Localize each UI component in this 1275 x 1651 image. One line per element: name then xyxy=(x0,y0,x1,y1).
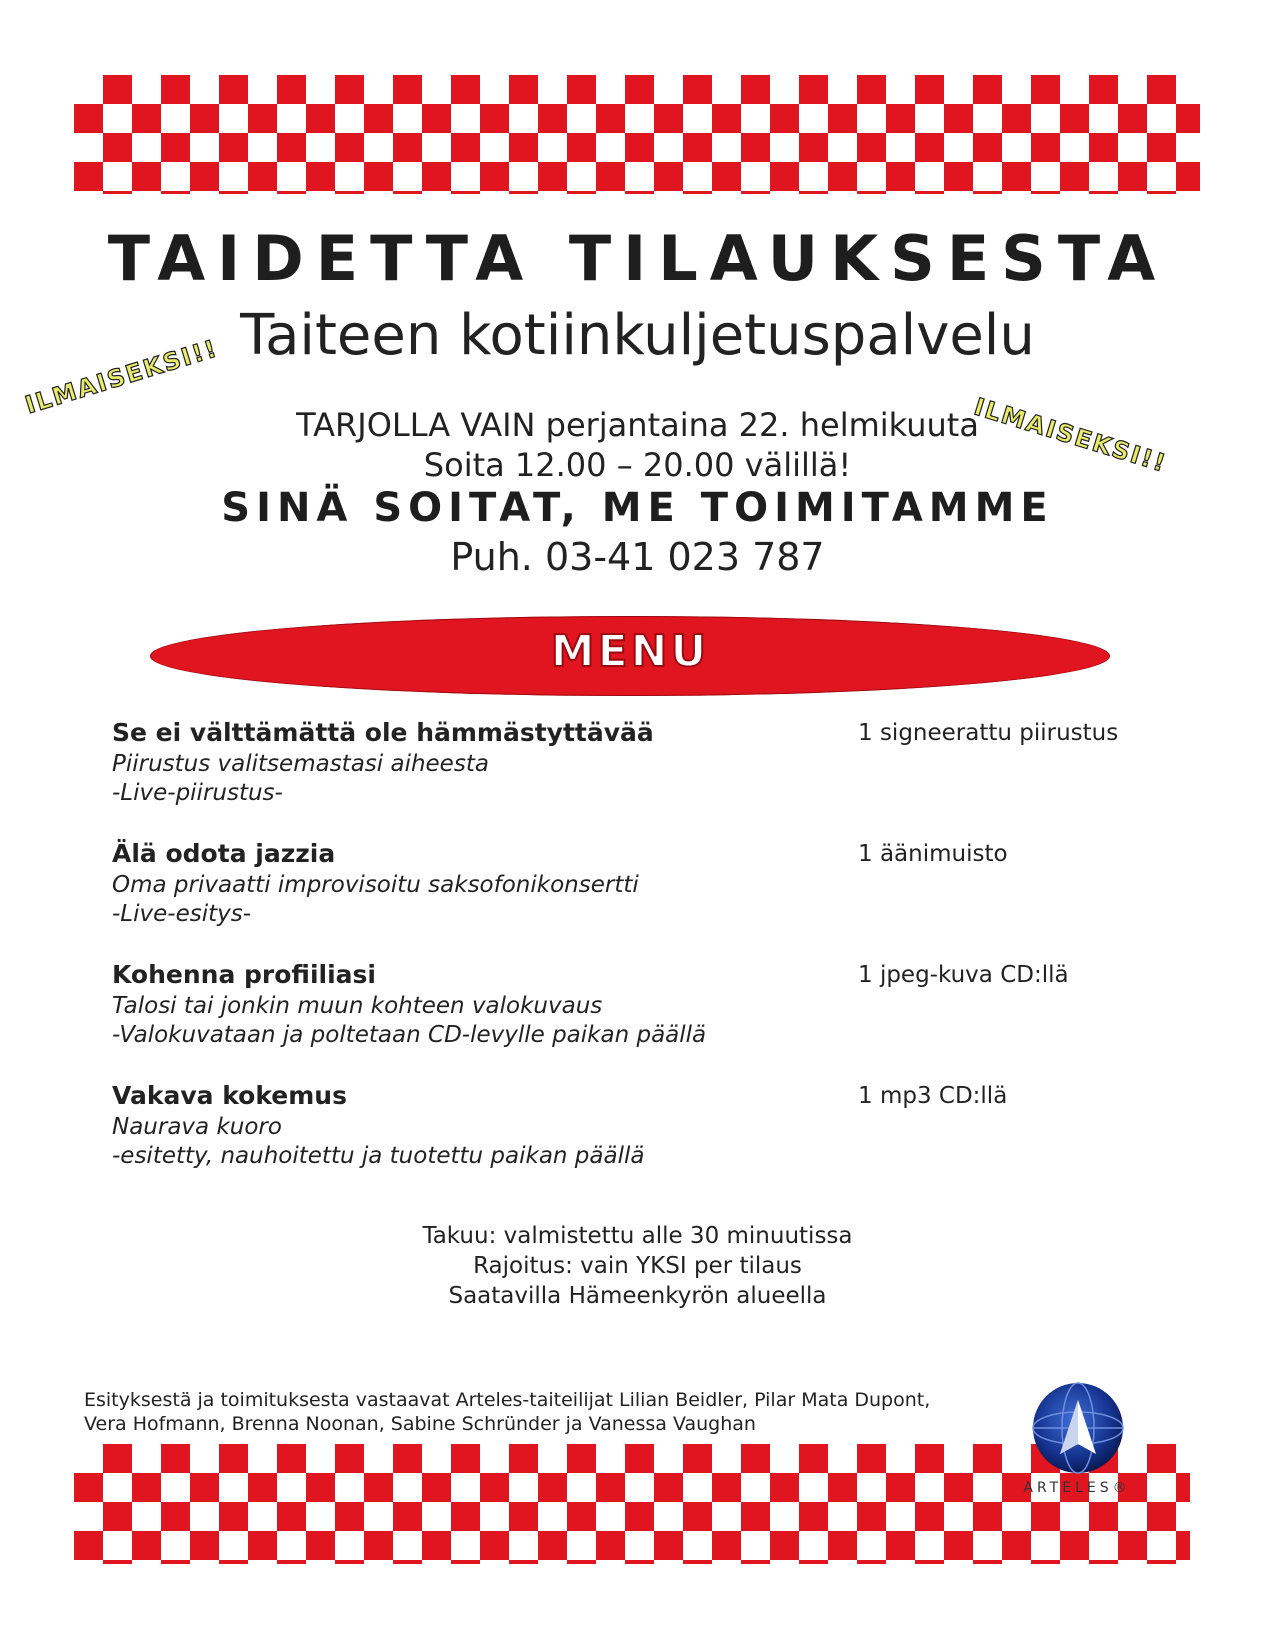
menu-item xyxy=(112,839,1172,960)
terms-area: Saatavilla Hämeenkyrön alueella xyxy=(448,1283,827,1309)
menu-item-description: Piirustus valitsemastasi aiheesta -Live-piirustus- xyxy=(112,751,489,806)
terms-block xyxy=(0,1221,1275,1311)
menu-item-name: Älä odota jazzia xyxy=(112,839,336,868)
offer-block xyxy=(0,405,1275,485)
offer-hours: Soita 12.00 – 20.00 välillä! xyxy=(423,446,852,484)
menu-item-price: 1 jpeg-kuva CD:llä xyxy=(858,962,1069,988)
credits-line: Esityksestä ja toimituksesta vastaavat Arteles-taiteilijat Lilian Beidler, Pilar Mata Dupont, xyxy=(84,1389,931,1411)
menu-banner xyxy=(150,616,1110,696)
menu-item-price: 1 signeerattu piirustus xyxy=(858,720,1119,746)
menu-item-name: Vakava kokemus xyxy=(112,1081,347,1110)
page-subtitle: Taiteen kotiinkuljetuspalvelu xyxy=(240,303,1035,368)
menu-item-description: Talosi tai jonkin muun kohteen valokuvaus -Valokuvataan ja poltetaan CD-levylle paikan päällä xyxy=(112,993,707,1048)
menu-item xyxy=(112,1081,1172,1202)
menu-label: MENU xyxy=(550,626,710,677)
free-badge-right: ILMAISEKSI!! xyxy=(970,392,1171,478)
page-title: TAIDETTA TILAUKSESTA xyxy=(107,222,1168,295)
menu-item-name: Se ei välttämättä ole hämmästyttävää xyxy=(112,718,654,747)
terms-limit: Rajoitus: vain YKSI per tilaus xyxy=(473,1253,802,1279)
checker-border-top xyxy=(74,75,1200,194)
terms-guarantee: Takuu: valmistettu alle 30 minuutissa xyxy=(422,1223,853,1249)
menu-item-description: Oma privaatti improvisoitu saksofonikonsertti -Live-esitys- xyxy=(112,872,639,927)
menu-item-price: 1 äänimuisto xyxy=(858,841,1008,867)
credits-line: Vera Hofmann, Brenna Noonan, Sabine Schründer ja Vanessa Vaughan xyxy=(84,1413,756,1435)
menu-list xyxy=(112,718,1172,1202)
slogan: SINÄ SOITAT, ME TOIMITAMME xyxy=(221,485,1054,531)
credits xyxy=(84,1388,1014,1436)
menu-item-price: 1 mp3 CD:llä xyxy=(858,1083,1008,1109)
menu-item xyxy=(112,718,1172,839)
menu-item-description: Naurava kuoro -esitetty, nauhoitettu ja tuotettu paikan päällä xyxy=(112,1114,645,1169)
offer-date: TARJOLLA VAIN perjantaina 22. helmikuuta xyxy=(296,406,979,444)
menu-item xyxy=(112,960,1172,1081)
logo-text: ARTELES® xyxy=(1023,1480,1131,1496)
free-badge-left: ILMAISEKSI!! xyxy=(21,334,222,420)
phone-number: Puh. 03-41 023 787 xyxy=(450,535,825,579)
menu-item-name: Kohenna profiiliasi xyxy=(112,960,376,989)
